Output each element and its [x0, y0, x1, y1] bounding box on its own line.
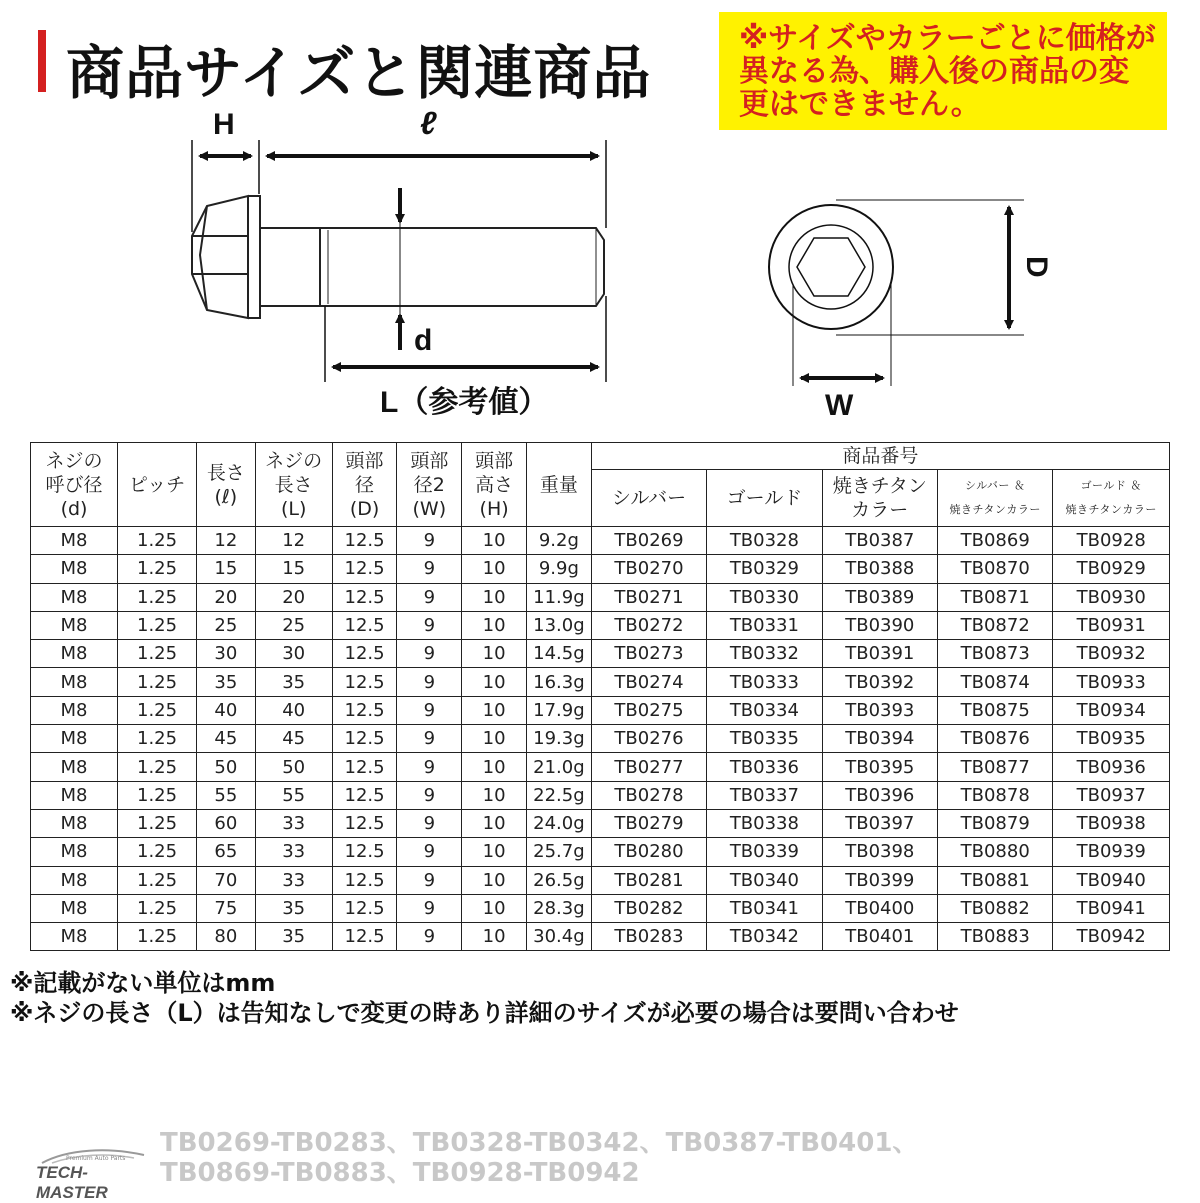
col-burnt-titanium: 焼きチタン カラー [822, 470, 937, 527]
table-cell: 1.25 [118, 894, 197, 922]
table-cell: M8 [31, 696, 118, 724]
spec-table-body [31, 527, 1170, 951]
table-cell: TB0873 [938, 640, 1053, 668]
table-cell: TB0871 [938, 583, 1053, 611]
codes-line: TB0869-TB0883、TB0928-TB0942 [160, 1158, 640, 1188]
table-cell: TB0269 [591, 527, 706, 555]
table-cell: M8 [31, 611, 118, 639]
table-cell: TB0929 [1053, 555, 1170, 583]
table-cell: M8 [31, 668, 118, 696]
table-cell: 25 [255, 611, 332, 639]
table-cell: TB0334 [707, 696, 822, 724]
notice-line: ※サイズやカラーごとに価格が [739, 21, 1156, 56]
table-cell: 33 [255, 838, 332, 866]
table-cell: TB0933 [1053, 668, 1170, 696]
table-row [31, 668, 1170, 696]
table-cell: 9 [397, 753, 462, 781]
title-accent-bar [38, 30, 46, 92]
table-cell: 12.5 [332, 725, 397, 753]
codes-line: TB0269-TB0283、TB0328-TB0342、TB0387-TB0401、 [160, 1128, 919, 1158]
table-cell: 12.5 [332, 866, 397, 894]
table-cell: 1.25 [118, 611, 197, 639]
col-head-diameter: 頭部 径 (D) [332, 443, 397, 527]
table-cell: 10 [462, 894, 527, 922]
thread-length-label: L（参考値） [380, 386, 549, 419]
table-cell: 55 [255, 781, 332, 809]
table-cell: 25 [197, 611, 256, 639]
notice-line: 異なる為、購入後の商品の変 [739, 54, 1129, 89]
table-cell: TB0398 [822, 838, 937, 866]
table-cell: 1.25 [118, 696, 197, 724]
table-cell: 9 [397, 809, 462, 837]
table-cell: 25.7g [527, 838, 592, 866]
table-cell: TB0274 [591, 668, 706, 696]
table-row [31, 894, 1170, 922]
table-cell: 9 [397, 725, 462, 753]
table-cell: TB0332 [707, 640, 822, 668]
table-cell: 10 [462, 611, 527, 639]
table-cell: 10 [462, 753, 527, 781]
table-cell: 17.9g [527, 696, 592, 724]
table-cell: 16.3g [527, 668, 592, 696]
table-cell: 10 [462, 866, 527, 894]
table-cell: 9.2g [527, 527, 592, 555]
table-cell: TB0870 [938, 555, 1053, 583]
col-head-height: 頭部 高さ (H) [462, 443, 527, 527]
table-cell: 1.25 [118, 781, 197, 809]
table-cell: TB0281 [591, 866, 706, 894]
table-cell: 12.5 [332, 696, 397, 724]
table-cell: M8 [31, 809, 118, 837]
table-row [31, 555, 1170, 583]
table-cell: 9 [397, 894, 462, 922]
table-cell: 12.5 [332, 527, 397, 555]
table-cell: 1.25 [118, 866, 197, 894]
notes [10, 968, 959, 1028]
table-cell: TB0387 [822, 527, 937, 555]
table-cell: TB0935 [1053, 725, 1170, 753]
table-cell: 12.5 [332, 555, 397, 583]
table-cell: 10 [462, 527, 527, 555]
table-cell: TB0337 [707, 781, 822, 809]
table-row [31, 640, 1170, 668]
table-cell: 40 [197, 696, 256, 724]
table-cell: 10 [462, 923, 527, 951]
table-cell: TB0393 [822, 696, 937, 724]
head-diameter-label: D [1020, 256, 1053, 278]
table-cell: TB0390 [822, 611, 937, 639]
table-cell: 30.4g [527, 923, 592, 951]
table-cell: 1.25 [118, 809, 197, 837]
table-cell: 24.0g [527, 809, 592, 837]
table-cell: TB0272 [591, 611, 706, 639]
table-cell: TB0399 [822, 866, 937, 894]
table-cell: 10 [462, 809, 527, 837]
table-row [31, 696, 1170, 724]
table-cell: 1.25 [118, 527, 197, 555]
table-cell: 20 [197, 583, 256, 611]
col-thread-length: ネジの 長さ (L) [255, 443, 332, 527]
table-cell: TB0936 [1053, 753, 1170, 781]
note-thread-length: ※ネジの長さ（L）は告知なしで変更の時あり詳細のサイズが必要の場合は要問い合わせ [10, 999, 959, 1027]
table-cell: 30 [197, 640, 256, 668]
table-row [31, 781, 1170, 809]
col-pitch: ピッチ [118, 443, 197, 527]
table-cell: TB0330 [707, 583, 822, 611]
table-cell: 12.5 [332, 809, 397, 837]
table-cell: 12.5 [332, 753, 397, 781]
table-cell: 45 [255, 725, 332, 753]
table-cell: TB0397 [822, 809, 937, 837]
table-cell: TB0340 [707, 866, 822, 894]
table-cell: 12.5 [332, 781, 397, 809]
table-cell: M8 [31, 923, 118, 951]
table-cell: 11.9g [527, 583, 592, 611]
table-cell: 22.5g [527, 781, 592, 809]
table-cell: TB0392 [822, 668, 937, 696]
bolt-dimension-diagram [0, 100, 1200, 435]
table-cell: 15 [255, 555, 332, 583]
table-row [31, 583, 1170, 611]
table-cell: TB0388 [822, 555, 937, 583]
logo-subtext: Premium Auto Parts [66, 1155, 126, 1162]
table-cell: 1.25 [118, 753, 197, 781]
table-cell: TB0277 [591, 753, 706, 781]
table-cell: M8 [31, 781, 118, 809]
table-cell: TB0276 [591, 725, 706, 753]
table-cell: 1.25 [118, 668, 197, 696]
col-gold: ゴールド [707, 470, 822, 527]
table-cell: 35 [255, 668, 332, 696]
table-cell: M8 [31, 894, 118, 922]
table-cell: TB0939 [1053, 838, 1170, 866]
table-cell: 75 [197, 894, 256, 922]
table-cell: 9 [397, 781, 462, 809]
col-group-product-number: 商品番号 [591, 443, 1169, 470]
table-cell: 10 [462, 838, 527, 866]
table-row [31, 611, 1170, 639]
notice-line: 更はできません。 [739, 87, 981, 122]
table-cell: 9 [397, 583, 462, 611]
table-cell: TB0401 [822, 923, 937, 951]
table-cell: 13.0g [527, 611, 592, 639]
head-height-label: H [213, 108, 235, 141]
table-cell: 20 [255, 583, 332, 611]
table-cell: TB0270 [591, 555, 706, 583]
col-weight: 重量 [527, 443, 592, 527]
table-cell: 1.25 [118, 555, 197, 583]
table-cell: 12.5 [332, 583, 397, 611]
table-cell: TB0875 [938, 696, 1053, 724]
table-cell: TB0941 [1053, 894, 1170, 922]
table-cell: 9 [397, 555, 462, 583]
table-cell: 80 [197, 923, 256, 951]
col-length: 長さ (ℓ) [197, 443, 256, 527]
table-cell: M8 [31, 866, 118, 894]
table-cell: TB0273 [591, 640, 706, 668]
table-cell: 70 [197, 866, 256, 894]
table-cell: M8 [31, 753, 118, 781]
logo-text: TECH-MASTER [36, 1163, 108, 1202]
table-cell: TB0940 [1053, 866, 1170, 894]
table-cell: 60 [197, 809, 256, 837]
table-cell: 9.9g [527, 555, 592, 583]
table-cell: 9 [397, 640, 462, 668]
table-row [31, 809, 1170, 837]
table-cell: TB0930 [1053, 583, 1170, 611]
table-cell: 9 [397, 527, 462, 555]
table-cell: 19.3g [527, 725, 592, 753]
table-cell: 30 [255, 640, 332, 668]
table-cell: TB0878 [938, 781, 1053, 809]
table-cell: M8 [31, 583, 118, 611]
table-cell: TB0937 [1053, 781, 1170, 809]
table-cell: 1.25 [118, 725, 197, 753]
table-cell: TB0877 [938, 753, 1053, 781]
table-cell: 35 [197, 668, 256, 696]
table-cell: 55 [197, 781, 256, 809]
table-cell: TB0874 [938, 668, 1053, 696]
table-cell: 12.5 [332, 668, 397, 696]
table-cell: TB0400 [822, 894, 937, 922]
thread-diameter-label: d [414, 324, 433, 357]
table-cell: TB0283 [591, 923, 706, 951]
table-cell: TB0329 [707, 555, 822, 583]
table-cell: 50 [255, 753, 332, 781]
table-cell: TB0335 [707, 725, 822, 753]
table-cell: 21.0g [527, 753, 592, 781]
table-cell: 15 [197, 555, 256, 583]
table-cell: M8 [31, 838, 118, 866]
table-cell: 10 [462, 555, 527, 583]
table-cell: 12.5 [332, 894, 397, 922]
table-cell: TB0328 [707, 527, 822, 555]
col-nominal-diameter: ネジの 呼び径 (d) [31, 443, 118, 527]
col-head-diameter2: 頭部 径2 (W) [397, 443, 462, 527]
table-cell: TB0928 [1053, 527, 1170, 555]
table-cell: TB0338 [707, 809, 822, 837]
table-cell: 10 [462, 696, 527, 724]
table-cell: TB0278 [591, 781, 706, 809]
table-cell: TB0396 [822, 781, 937, 809]
table-cell: 12 [197, 527, 256, 555]
table-cell: 28.3g [527, 894, 592, 922]
table-cell: TB0869 [938, 527, 1053, 555]
table-cell: 26.5g [527, 866, 592, 894]
table-cell: TB0880 [938, 838, 1053, 866]
table-cell: TB0333 [707, 668, 822, 696]
table-cell: TB0339 [707, 838, 822, 866]
table-cell: TB0342 [707, 923, 822, 951]
brand-logo [28, 1143, 153, 1202]
table-row [31, 527, 1170, 555]
table-cell: TB0938 [1053, 809, 1170, 837]
table-cell: TB0931 [1053, 611, 1170, 639]
table-cell: 9 [397, 866, 462, 894]
table-row [31, 866, 1170, 894]
table-cell: 33 [255, 866, 332, 894]
table-cell: 35 [255, 923, 332, 951]
hex-width-label: W [825, 389, 854, 422]
table-cell: TB0394 [822, 725, 937, 753]
table-cell: TB0391 [822, 640, 937, 668]
table-cell: 10 [462, 781, 527, 809]
table-cell: TB0934 [1053, 696, 1170, 724]
table-cell: 12.5 [332, 923, 397, 951]
table-cell: 1.25 [118, 640, 197, 668]
table-cell: TB0942 [1053, 923, 1170, 951]
table-cell: M8 [31, 725, 118, 753]
table-cell: 12 [255, 527, 332, 555]
table-cell: 12.5 [332, 611, 397, 639]
note-unit: ※記載がない単位はmm [10, 969, 276, 997]
spec-table [30, 442, 1170, 951]
table-cell: TB0280 [591, 838, 706, 866]
table-cell: TB0331 [707, 611, 822, 639]
table-row [31, 838, 1170, 866]
table-cell: M8 [31, 527, 118, 555]
table-cell: TB0879 [938, 809, 1053, 837]
table-cell: TB0395 [822, 753, 937, 781]
table-row [31, 753, 1170, 781]
bolt-top-view [769, 200, 1024, 386]
table-cell: 45 [197, 725, 256, 753]
table-cell: 10 [462, 583, 527, 611]
table-cell: TB0336 [707, 753, 822, 781]
table-cell: M8 [31, 555, 118, 583]
table-cell: 40 [255, 696, 332, 724]
table-cell: 50 [197, 753, 256, 781]
table-row [31, 923, 1170, 951]
col-silver: シルバー [591, 470, 706, 527]
table-cell: 1.25 [118, 583, 197, 611]
table-cell: 9 [397, 668, 462, 696]
table-cell: TB0881 [938, 866, 1053, 894]
col-gold-and-burnt: ゴールド ＆ 焼きチタンカラー [1053, 470, 1170, 527]
table-cell: 35 [255, 894, 332, 922]
page-title: 商品サイズと関連商品 [66, 39, 652, 107]
total-length-label: ℓ [420, 105, 437, 141]
table-cell: 14.5g [527, 640, 592, 668]
related-product-codes [160, 1128, 918, 1188]
table-cell: 10 [462, 725, 527, 753]
table-cell: M8 [31, 640, 118, 668]
table-cell: 33 [255, 809, 332, 837]
table-cell: TB0932 [1053, 640, 1170, 668]
table-cell: 10 [462, 640, 527, 668]
table-cell: TB0341 [707, 894, 822, 922]
table-cell: 9 [397, 838, 462, 866]
table-cell: 9 [397, 696, 462, 724]
table-cell: TB0282 [591, 894, 706, 922]
table-cell: 1.25 [118, 838, 197, 866]
table-cell: TB0279 [591, 809, 706, 837]
col-silver-and-burnt: シルバー ＆ 焼きチタンカラー [938, 470, 1053, 527]
table-cell: TB0275 [591, 696, 706, 724]
table-cell: TB0882 [938, 894, 1053, 922]
table-cell: TB0271 [591, 583, 706, 611]
table-cell: TB0872 [938, 611, 1053, 639]
table-cell: 9 [397, 611, 462, 639]
table-cell: 10 [462, 668, 527, 696]
table-cell: 12.5 [332, 640, 397, 668]
table-cell: TB0876 [938, 725, 1053, 753]
table-cell: 65 [197, 838, 256, 866]
table-cell: 9 [397, 923, 462, 951]
table-cell: 1.25 [118, 923, 197, 951]
table-row [31, 725, 1170, 753]
table-cell: 12.5 [332, 838, 397, 866]
table-cell: TB0389 [822, 583, 937, 611]
table-cell: TB0883 [938, 923, 1053, 951]
